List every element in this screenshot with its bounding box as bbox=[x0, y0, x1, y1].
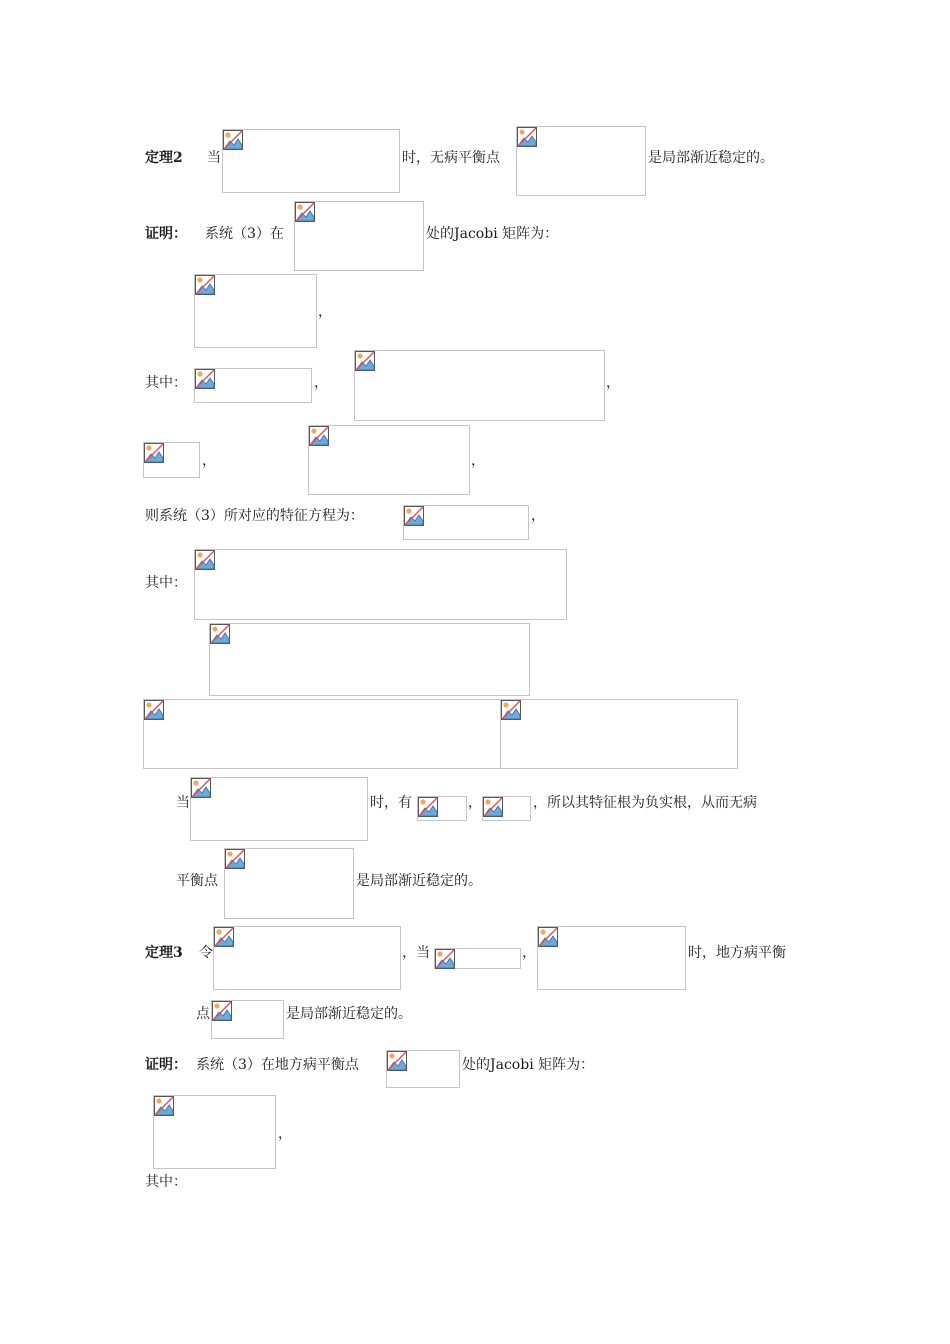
comma: ， bbox=[471, 453, 485, 469]
comma: ， bbox=[278, 1126, 292, 1142]
text: 当 bbox=[176, 795, 190, 811]
comma: ， bbox=[522, 945, 536, 961]
text: 当 bbox=[207, 150, 221, 166]
formula-image bbox=[143, 699, 501, 769]
formula-image bbox=[386, 1050, 460, 1088]
text: 系统（3）在地方病平衡点 bbox=[196, 1057, 359, 1073]
formula-image bbox=[354, 350, 605, 421]
formula-image bbox=[222, 129, 400, 193]
comma: ， bbox=[468, 795, 482, 811]
proof-label: 证明： bbox=[145, 226, 187, 242]
matrix-image bbox=[194, 274, 317, 348]
formula-image bbox=[294, 201, 424, 271]
formula-image bbox=[537, 926, 686, 990]
where-label: 其中： bbox=[145, 375, 187, 391]
formula-image bbox=[194, 368, 312, 403]
formula-image bbox=[500, 699, 738, 769]
comma: ， bbox=[202, 453, 216, 469]
formula-image bbox=[417, 796, 467, 821]
comma: ， bbox=[318, 304, 332, 320]
text: 时，地方病平衡 bbox=[688, 945, 786, 961]
formula-image bbox=[482, 796, 531, 821]
text: 处的Jacobi 矩阵为： bbox=[462, 1057, 595, 1073]
text: 是局部渐近稳定的。 bbox=[356, 873, 482, 889]
formula-image bbox=[308, 425, 470, 495]
text: 令 bbox=[199, 945, 213, 961]
formula-image bbox=[194, 549, 567, 620]
text: 系统（3）在 bbox=[205, 226, 284, 242]
where-label: 其中： bbox=[145, 575, 187, 591]
formula-image bbox=[434, 948, 521, 969]
text: ，当 bbox=[402, 945, 430, 961]
text: 时，有 bbox=[370, 795, 412, 811]
comma: ， bbox=[314, 375, 328, 391]
text: 处的Jacobi 矩阵为： bbox=[426, 226, 559, 242]
char-eq-text: 则系统（3）所对应的特征方程为： bbox=[145, 508, 364, 524]
comma: ， bbox=[531, 508, 545, 524]
text: 时，无病平衡点 bbox=[402, 150, 500, 166]
formula-image bbox=[516, 126, 646, 196]
text: ，所以其特征根为负实根，从而无病 bbox=[533, 795, 757, 811]
theorem-3-label: 定理3 bbox=[145, 945, 183, 961]
matrix-image bbox=[153, 1095, 276, 1169]
formula-image bbox=[211, 1000, 284, 1039]
formula-image bbox=[190, 777, 368, 841]
comma: ， bbox=[606, 375, 620, 391]
text: 是局部渐近稳定的。 bbox=[286, 1006, 412, 1022]
proof-label: 证明： bbox=[145, 1057, 187, 1073]
text: 点 bbox=[196, 1006, 210, 1022]
text: 平衡点 bbox=[176, 873, 218, 889]
formula-image bbox=[224, 848, 354, 919]
formula-image bbox=[213, 926, 401, 990]
formula-image bbox=[209, 623, 530, 696]
formula-image bbox=[143, 442, 200, 478]
formula-image bbox=[403, 505, 529, 540]
theorem-2-label: 定理2 bbox=[145, 150, 183, 166]
text: 是局部渐近稳定的。 bbox=[648, 150, 774, 166]
where-label: 其中： bbox=[145, 1174, 187, 1190]
